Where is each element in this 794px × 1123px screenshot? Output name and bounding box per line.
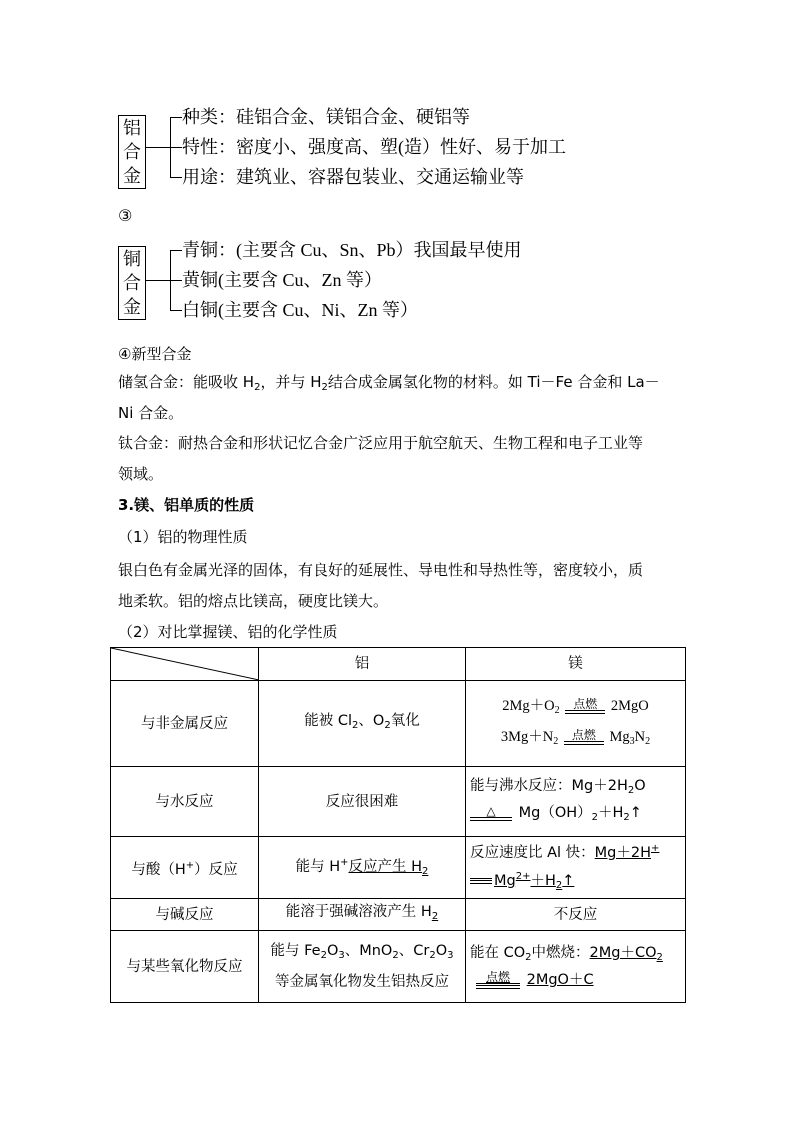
mg-acid-line-2 — [470, 867, 681, 896]
text-span: 3Mg＋N — [500, 728, 554, 745]
mg-co2-line-2 — [470, 970, 681, 990]
subscript: 3 — [338, 950, 345, 961]
mg-cell — [466, 837, 686, 899]
subscript: 2 — [645, 735, 651, 747]
text-span: O — [435, 943, 448, 959]
subscript: 2 — [555, 880, 563, 891]
equals-sign-wrap — [470, 878, 492, 884]
cu-alloy-brass: 黄铜(主要含 Cu、Zn 等） — [182, 270, 382, 290]
bracket-stem — [146, 147, 170, 148]
titanium-alloy-line-1: 钛合金：耐热合金和形状记忆合金广泛应用于航空航天、生物工程和电子工业等 — [118, 434, 644, 452]
al-physical-line-2: 地柔软。铝的熔点比镁高，硬度比镁大。 — [118, 592, 389, 610]
text-span: Mg＋2H — [594, 845, 652, 861]
reaction-condition — [470, 805, 512, 821]
subscript: 2 — [429, 950, 436, 961]
condition-label: 点燃 — [485, 970, 510, 984]
condition-label: 点燃 — [573, 697, 598, 712]
subscript: 2 — [422, 866, 429, 877]
diagonal-line — [111, 648, 259, 680]
text-span: 反应速度比 Al 快： — [470, 845, 595, 861]
mg-cell — [466, 681, 686, 767]
text-span: ）反应 — [194, 861, 238, 878]
row-label: 与某些氧化物反应 — [111, 931, 259, 1003]
al-oxide-line-2: 等金属氧化物发生铝热反应 — [275, 974, 449, 990]
subscript: 2 — [384, 720, 391, 731]
cu-alloy-cupronickel: 白铜(主要含 Cu、Ni、Zn 等） — [182, 300, 418, 320]
al-cell — [259, 899, 466, 931]
text-span: 能在 CO — [470, 945, 526, 961]
text-span: ＋H — [598, 804, 624, 821]
mg-water-line-2 — [470, 803, 681, 828]
text-span: Mg — [609, 728, 630, 745]
subscript: 2 — [321, 382, 328, 393]
al-cell — [259, 931, 466, 1003]
text-span: N — [634, 728, 646, 745]
bracket-hline — [170, 280, 182, 281]
subscript: 2 — [554, 704, 560, 716]
text-span: 氧化 — [390, 713, 420, 729]
hydrogen-storage-line-2: Ni 合金。 — [118, 404, 184, 422]
bracket-hline — [170, 117, 182, 118]
condition-label: △ — [486, 803, 496, 818]
reaction-condition — [565, 698, 605, 714]
al-cell — [259, 837, 466, 899]
text-span: 、Cr — [398, 943, 430, 959]
al-cell — [259, 681, 466, 767]
subscript: 2 — [392, 950, 399, 961]
mg-o2-equation — [470, 697, 681, 720]
text-span: 2Mg＋CO — [589, 945, 657, 961]
text-span: ＋H — [530, 873, 556, 889]
titanium-alloy-line-2: 领域。 — [118, 465, 164, 483]
subsection-2: （2）对比掌握镁、铝的化学性质 — [118, 623, 338, 641]
text-span: 能溶于强碱溶液产生 H — [285, 904, 432, 920]
text-span: Mg — [494, 873, 516, 889]
row-label: 与水反应 — [111, 767, 259, 837]
al-alloy-property: 特性：密度小、强度高、塑(造）性好、易于加工 — [182, 137, 566, 157]
row-label — [111, 837, 259, 899]
al-box-char: 铝 — [123, 118, 141, 138]
text-span: 结合成金属氢化物的材料。如 Ti－Fe 合金和 La－ — [327, 373, 660, 391]
marker-3: ③ — [118, 206, 133, 225]
bracket-hline — [170, 310, 182, 311]
al-cell: 反应很困难 — [259, 767, 466, 837]
subscript: 2 — [254, 382, 261, 393]
text-span: 储氢合金：能吸收 H — [118, 373, 255, 391]
cu-box-char: 铜 — [123, 249, 141, 269]
text-span: 、MnO — [344, 943, 393, 959]
al-box-char: 合 — [123, 142, 141, 162]
hydrogen-storage-line-1 — [118, 372, 660, 398]
cu-alloy-bronze: 青铜：(主要含 Cu、Sn、Pb）我国最早使用 — [182, 240, 522, 260]
subscript: 2 — [431, 911, 439, 922]
new-alloy-heading: ④新型合金 — [118, 345, 192, 363]
text-span: 能与 Fe — [270, 943, 321, 959]
bracket-stem — [146, 280, 170, 281]
mg-water-line-1 — [470, 776, 681, 801]
subscript: 2 — [627, 784, 635, 796]
text-span: 能被 Cl — [304, 713, 353, 729]
subscript: 3 — [447, 950, 454, 961]
cu-alloy-diagram — [118, 236, 538, 320]
text-span: ，并与 H — [260, 373, 322, 391]
superscript: + — [340, 857, 349, 868]
section-3-title: 3.镁、铝单质的性质 — [118, 496, 255, 514]
al-physical-line-1: 银白色有金属光泽的固体，有良好的延展性、导电性和导热性等，密度较小，质 — [118, 561, 644, 579]
table-row — [111, 767, 686, 837]
subscript: 2 — [623, 811, 630, 823]
text-span: 2MgO — [610, 697, 649, 714]
superscript: + — [185, 859, 195, 871]
table-row — [111, 899, 686, 931]
text-span: O — [634, 777, 646, 794]
mg-al-comparison-table — [110, 647, 686, 1003]
mg-co2-line-1 — [470, 943, 681, 968]
table-row — [111, 931, 686, 1003]
mg-cell — [466, 931, 686, 1003]
al-alloy-kind: 种类：硅铝合金、镁铝合金、硬铝等 — [182, 107, 470, 127]
cu-box-char: 合 — [123, 273, 141, 293]
text-span: 反应产生 H — [348, 859, 423, 875]
text-span: ↑ — [562, 873, 575, 889]
subscript: 3 — [629, 735, 635, 747]
table-row — [111, 837, 686, 899]
table-header-row — [111, 648, 686, 681]
subsection-1: （1）铝的物理性质 — [118, 528, 248, 546]
text-span: 中燃烧： — [531, 945, 590, 961]
bracket-hline — [170, 177, 182, 178]
superscript: + — [651, 843, 660, 854]
condition-label: 点燃 — [571, 728, 596, 743]
row-label: 与非金属反应 — [111, 681, 259, 767]
text-span: 2MgO＋C — [526, 972, 594, 988]
table-row — [111, 681, 686, 767]
text-span: 与酸（H — [131, 861, 186, 878]
al-oxide-line-1 — [263, 938, 461, 969]
subscript: 2 — [656, 952, 663, 963]
text-span: 2Mg＋O — [502, 697, 555, 714]
reaction-condition — [476, 971, 520, 989]
mg-n2-equation — [470, 728, 681, 751]
header-mg: 镁 — [466, 648, 686, 681]
header-corner-cell — [111, 648, 259, 681]
equals-sign — [470, 878, 492, 884]
text-span: 能与沸水反应：Mg＋2H — [470, 777, 628, 794]
reaction-condition — [564, 729, 604, 745]
al-box-char: 金 — [123, 166, 141, 186]
header-al: 铝 — [259, 648, 466, 681]
subscript: 2 — [352, 720, 359, 731]
text-span: O — [326, 943, 339, 959]
text-span: Mg（OH） — [518, 804, 592, 821]
subscript: 2 — [591, 811, 599, 823]
mg-cell — [466, 767, 686, 837]
row-label: 与碱反应 — [111, 899, 259, 931]
equals-sign — [476, 983, 520, 989]
text-span: 、O — [358, 713, 385, 729]
al-alloy-use: 用途：建筑业、容器包装业、交通运输业等 — [182, 167, 524, 187]
cu-alloy-box — [118, 246, 146, 320]
superscript: 2+ — [515, 871, 531, 882]
subscript: 2 — [320, 950, 327, 961]
text-span: 能与 H — [295, 859, 341, 875]
subscript: 2 — [525, 952, 532, 963]
mg-acid-line-1 — [470, 839, 681, 863]
bracket-hline — [170, 250, 182, 251]
text-span: ↑ — [629, 804, 642, 821]
mg-cell: 不反应 — [466, 899, 686, 931]
al-alloy-box — [118, 115, 146, 189]
al-alloy-diagram — [118, 104, 566, 188]
cu-box-char: 金 — [123, 297, 141, 317]
subscript: 2 — [553, 735, 559, 747]
bracket-hline — [170, 147, 182, 148]
